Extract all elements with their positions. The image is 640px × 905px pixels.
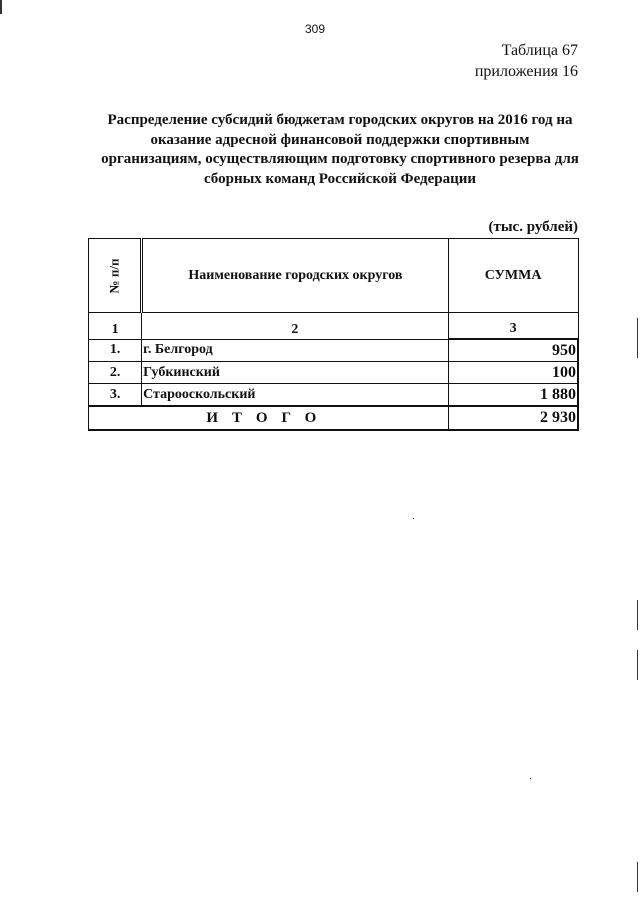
scan-mark-right-2 — [637, 600, 638, 630]
row-sum: 100 — [448, 362, 578, 384]
colnum-1: 1 — [89, 313, 142, 340]
title-line-1: Распределение субсидий бюджетам городских округов на 2016 год на — [107, 112, 573, 128]
scan-mark-right-1 — [637, 318, 638, 358]
table-header-row — [89, 239, 579, 313]
column-number-row — [89, 313, 579, 340]
table-ref-line-2: приложения 16 — [474, 63, 578, 80]
total-row — [89, 406, 579, 430]
row-sum: 1 880 — [448, 384, 578, 407]
title-line-2: оказание адресной финансовой поддержки спортивным — [150, 131, 530, 148]
title-line-4: сборных команд Российской Федерации — [203, 170, 477, 187]
scan-mark-right-3 — [637, 650, 638, 680]
scan-dot-2 — [530, 778, 531, 779]
subsidy-table — [88, 238, 579, 431]
row-num: 1. — [89, 339, 142, 362]
total-label: ИТОГО — [89, 406, 449, 430]
row-sum: 950 — [448, 339, 578, 362]
row-num: 3. — [89, 384, 142, 407]
colnum-3: 3 — [448, 313, 578, 340]
table-ref-line-1: Таблица 67 — [501, 42, 578, 59]
colnum-2: 2 — [142, 313, 449, 340]
scan-dot-1 — [413, 518, 414, 519]
table-reference — [475, 40, 578, 82]
header-sum: СУММА — [448, 239, 578, 313]
title-line-3: организациям, осуществляющим подготовку спортивного резерва для — [101, 151, 579, 167]
header-num-cell — [89, 239, 142, 313]
header-name: Наименование городских округов — [142, 239, 449, 313]
total-sum: 2 930 — [448, 406, 578, 430]
row-name: Старооскольский — [142, 384, 449, 407]
scan-mark-right-4 — [637, 862, 638, 892]
table-row — [89, 384, 579, 407]
table-row — [89, 339, 579, 362]
page-number: 309 — [304, 22, 326, 36]
scan-mark-top-left — [0, 0, 2, 14]
table-row — [89, 362, 579, 384]
units-label: (тыс. рублей) — [488, 219, 578, 235]
row-name: г. Белгород — [142, 339, 449, 362]
row-name: Губкинский — [142, 362, 449, 384]
row-num: 2. — [89, 362, 142, 384]
header-num: № п/п — [106, 258, 122, 293]
document-title — [80, 111, 600, 189]
